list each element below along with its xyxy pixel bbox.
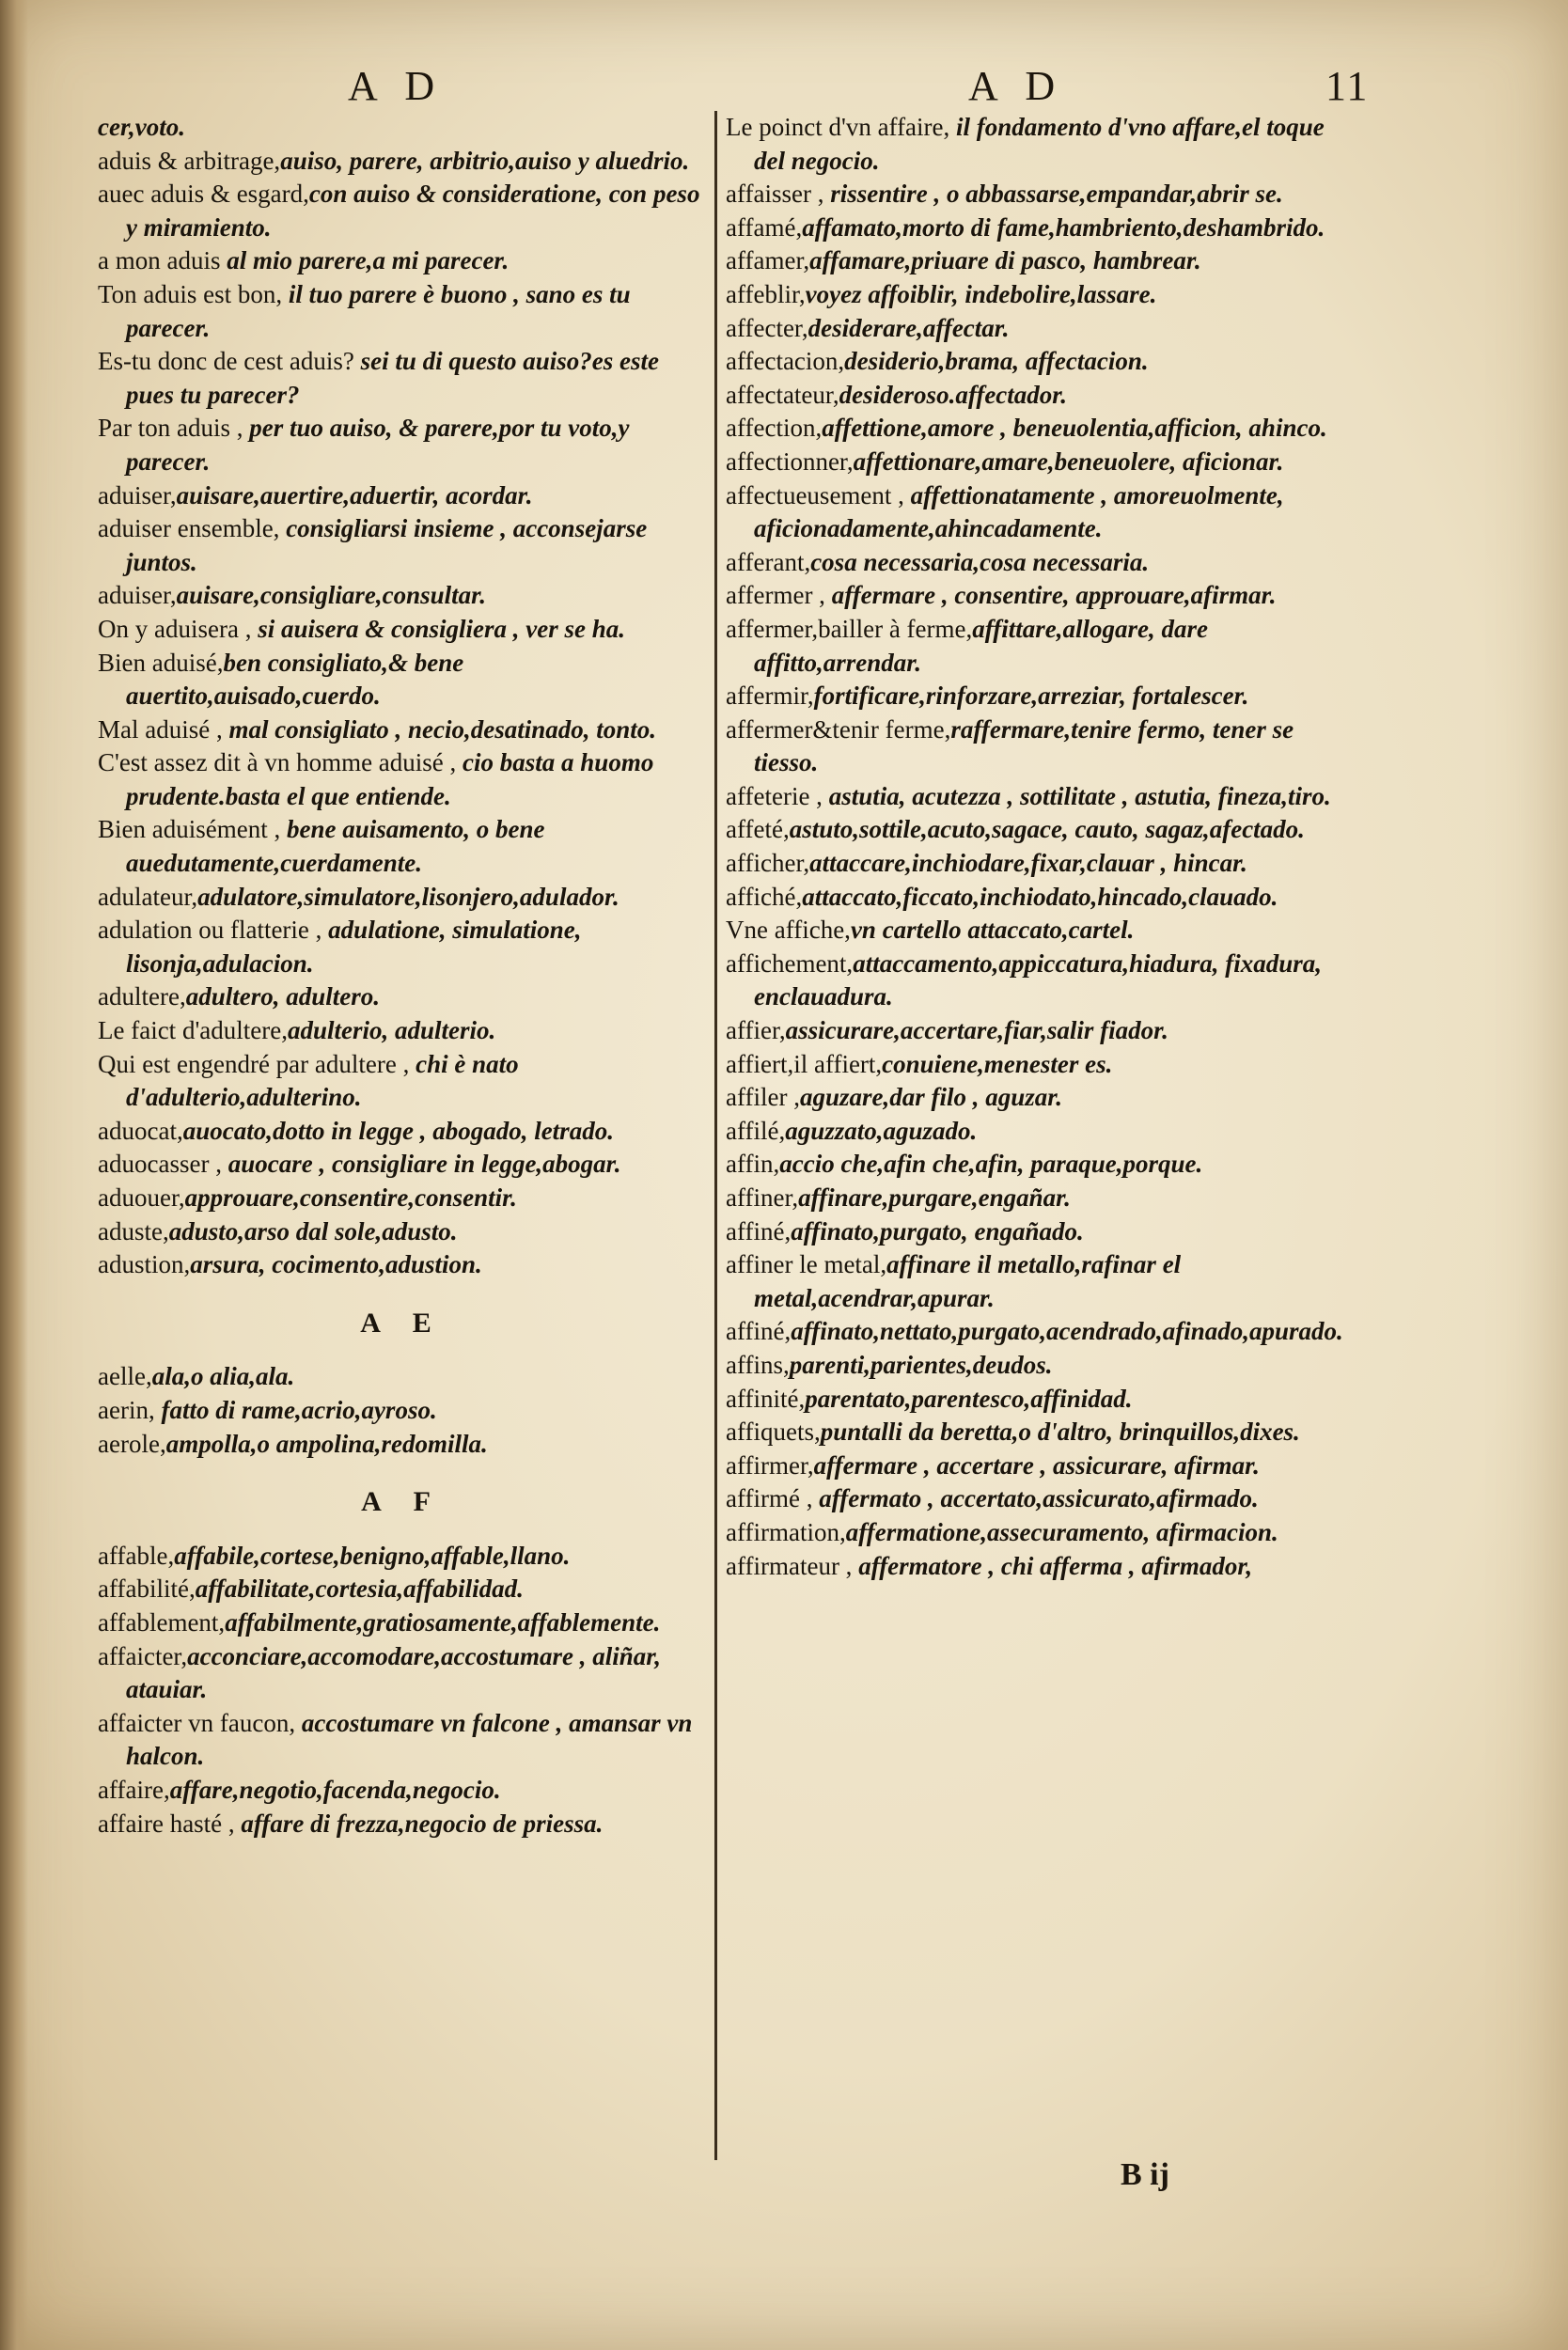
dictionary-entry bbox=[726, 881, 1337, 915]
dictionary-entry bbox=[98, 1248, 707, 1282]
dictionary-entry bbox=[98, 881, 707, 915]
entry-headword: affiché, bbox=[726, 882, 803, 911]
entry-translations: affettione,amore , beneuolentia,afficion, ahinco. bbox=[822, 414, 1327, 443]
entry-translations: affettionare,amare,beneuolere, aficionar. bbox=[853, 446, 1284, 476]
dictionary-entry bbox=[726, 1349, 1337, 1383]
dictionary-entry bbox=[98, 1606, 707, 1640]
dictionary-entry bbox=[726, 1516, 1337, 1550]
dictionary-entry bbox=[98, 111, 707, 145]
entry-translations: adusto,arso dal sole,adusto. bbox=[168, 1216, 458, 1246]
entry-headword: aduocasser , bbox=[98, 1150, 228, 1179]
dictionary-entry bbox=[726, 1014, 1337, 1048]
entry-headword: aerin, bbox=[98, 1395, 162, 1424]
entry-translations: voyez affoiblir, indebolire,lassare. bbox=[805, 279, 1157, 308]
entry-headword: Le poinct d'vn affaire, bbox=[726, 113, 957, 141]
dictionary-entry bbox=[726, 479, 1337, 546]
entry-translations: desideroso.affectador. bbox=[839, 380, 1068, 409]
entry-headword: affaisser , bbox=[726, 180, 831, 209]
dictionary-entry bbox=[98, 512, 707, 579]
dictionary-entry bbox=[98, 579, 707, 613]
entry-headword: affirmation, bbox=[726, 1517, 846, 1546]
entry-translations: ala,o alia,ala. bbox=[151, 1362, 295, 1391]
entry-translations: il tuo parere è buono , sano es tu parecer. bbox=[126, 279, 631, 342]
entry-headword: auec aduis & esgard, bbox=[98, 180, 309, 209]
entry-headword: adulation ou flatterie , bbox=[98, 916, 329, 945]
entry-translations: cer,voto. bbox=[98, 113, 185, 141]
entry-translations: affermatore , chi afferma , afirmador, bbox=[858, 1551, 1253, 1580]
entry-headword: Ton aduis est bon, bbox=[98, 279, 289, 308]
entry-headword: aduouer, bbox=[98, 1183, 185, 1212]
entry-translations: adultero, adultero. bbox=[185, 982, 380, 1011]
dictionary-entry bbox=[98, 1707, 707, 1774]
dictionary-entry bbox=[726, 546, 1337, 580]
entry-headword: affermir, bbox=[726, 682, 814, 711]
page-fold-shadow bbox=[0, 0, 28, 2350]
left-running-header: A D bbox=[348, 63, 445, 109]
entry-headword: affecter, bbox=[726, 313, 808, 342]
dictionary-entry bbox=[726, 780, 1337, 814]
dictionary-entry bbox=[726, 1048, 1337, 1082]
entry-headword: affiné, bbox=[726, 1317, 792, 1346]
entry-headword: affectacion, bbox=[726, 347, 845, 376]
dictionary-entry bbox=[726, 613, 1337, 680]
entry-headword: adultere, bbox=[98, 982, 186, 1011]
entry-translations: affinato,purgato, engañado. bbox=[791, 1216, 1084, 1246]
dictionary-entry bbox=[726, 1315, 1343, 1349]
entry-headword: affilé, bbox=[726, 1116, 786, 1145]
entry-translations: auisare,auertire,aduertir, acordar. bbox=[176, 480, 533, 509]
dictionary-entry bbox=[726, 1449, 1337, 1483]
entry-translations: si auisera & consigliera , ver se ha. bbox=[258, 614, 625, 643]
entry-translations: con auiso & consideratione, con peso y miramiento. bbox=[126, 180, 700, 242]
entry-headword: Le faict d'adultere, bbox=[98, 1016, 288, 1045]
entry-translations: acconciare,accomodare,accostumare , aliñar, atauiar. bbox=[126, 1641, 662, 1704]
entry-headword: C'est assez dit à vn homme aduisé , bbox=[98, 748, 463, 777]
entry-headword: affiné, bbox=[726, 1216, 792, 1246]
dictionary-entry bbox=[726, 847, 1337, 881]
dictionary-entry bbox=[726, 1182, 1337, 1215]
entry-headword: Bien aduisé, bbox=[98, 648, 224, 677]
entry-headword: a mon aduis bbox=[98, 246, 227, 275]
dictionary-entry bbox=[98, 1215, 707, 1249]
dictionary-entry bbox=[726, 914, 1337, 948]
entry-translations: affabile,cortese,benigno,affable,llano. bbox=[174, 1541, 571, 1570]
entry-translations: parenti,parientes,deudos. bbox=[789, 1350, 1053, 1379]
entry-headword: affeblir, bbox=[726, 279, 806, 308]
dictionary-entry bbox=[726, 813, 1337, 847]
dictionary-entry bbox=[726, 1081, 1337, 1115]
dictionary-entry bbox=[98, 1774, 707, 1808]
entry-translations: attaccato,ficcato,inchiodato,hincado,clauado. bbox=[802, 882, 1278, 911]
left-column bbox=[98, 111, 707, 1841]
entry-translations: attaccare,inchiodare,fixar,clauar , hincar. bbox=[809, 849, 1247, 878]
entry-headword: affirmé , bbox=[726, 1484, 820, 1513]
dictionary-entry bbox=[726, 1215, 1337, 1249]
entry-translations: auisare,consigliare,consultar. bbox=[176, 581, 486, 610]
entry-headword: affeté, bbox=[726, 815, 790, 844]
dictionary-entry bbox=[726, 278, 1337, 312]
dictionary-entry bbox=[98, 1540, 707, 1574]
entry-translations: ampolla,o ampolina,redomilla. bbox=[165, 1429, 488, 1458]
entry-headword: affiler , bbox=[726, 1083, 800, 1112]
dictionary-entry bbox=[726, 1115, 1337, 1149]
entry-headword: affin, bbox=[726, 1150, 780, 1179]
entry-translations: puntalli da beretta,o d'altro, brinquillos,dixes. bbox=[820, 1418, 1300, 1447]
entry-headword: affirmer, bbox=[726, 1450, 814, 1480]
dictionary-entry bbox=[98, 178, 707, 244]
entry-translations: affabilitate,cortesia,affabilidad. bbox=[195, 1574, 524, 1604]
entry-headword: affectateur, bbox=[726, 380, 839, 409]
entry-translations: affinato,nettato,purgato,acendrado,afinado,apurado. bbox=[791, 1317, 1343, 1346]
entry-translations: affinare,purgare,engañar. bbox=[798, 1183, 1071, 1212]
entry-headword: aduis & arbitrage, bbox=[98, 146, 281, 175]
dictionary-entry bbox=[98, 145, 707, 179]
entry-translations: affare,negotio,facenda,negocio. bbox=[169, 1775, 501, 1804]
entry-headword: affectueusement , bbox=[726, 480, 911, 509]
entry-translations: raffermare,tenire fermo, tener se tiesso. bbox=[754, 714, 1294, 777]
dictionary-entry bbox=[726, 1383, 1337, 1417]
entry-translations: consigliarsi insieme , acconsejarse juntos. bbox=[126, 514, 648, 576]
dictionary-entry bbox=[726, 379, 1337, 413]
entry-translations: affittare,allogare, dare affitto,arrendar. bbox=[754, 614, 1208, 677]
entry-translations: affamato,morto di fame,hambriento,deshambrido. bbox=[802, 212, 1325, 242]
dictionary-entry bbox=[98, 278, 707, 345]
dictionary-entry bbox=[98, 613, 707, 647]
entry-headword: On y aduisera , bbox=[98, 614, 259, 643]
entry-translations: cosa necessaria,cosa necessaria. bbox=[810, 547, 1150, 576]
entry-translations: accostumare vn falcone , amansar vn halcon. bbox=[126, 1708, 693, 1771]
entry-translations: affermatione,assecuramento, afirmacion. bbox=[845, 1517, 1278, 1546]
entry-translations: assicurare,accertare,fiar,salir fiador. bbox=[785, 1016, 1168, 1045]
dictionary-entry bbox=[726, 713, 1337, 780]
entry-translations: affare di frezza,negocio de priessa. bbox=[241, 1809, 604, 1838]
dictionary-entry bbox=[726, 1550, 1337, 1584]
dictionary-entry bbox=[98, 412, 707, 478]
dictionary-entry bbox=[726, 312, 1337, 346]
dictionary-entry bbox=[98, 813, 707, 880]
dictionary-entry bbox=[98, 1360, 707, 1394]
entry-translations: adulatione, simulatione, lisonja,adulacion. bbox=[126, 916, 582, 978]
entry-translations: aguzare,dar filo , aguzar. bbox=[799, 1083, 1063, 1112]
entry-translations: bene auisamento, o bene auedutamente,cuerdamente. bbox=[126, 815, 545, 878]
dictionary-entry bbox=[726, 446, 1337, 479]
entry-translations: cio basta a huomo prudente.basta el que entiende. bbox=[126, 748, 654, 810]
right-running-header: A D bbox=[968, 63, 1065, 109]
entry-headword: affichement, bbox=[726, 948, 854, 978]
entry-headword: affable, bbox=[98, 1541, 175, 1570]
entry-headword: Par ton aduis , bbox=[98, 414, 250, 443]
entry-translations: desiderare,affectar. bbox=[808, 313, 1010, 342]
entry-translations: astutia, acutezza , sottilitate , astutia, fineza,tiro. bbox=[828, 781, 1331, 810]
entry-headword: affiquets, bbox=[726, 1418, 821, 1447]
entry-headword: Vne affiche, bbox=[726, 916, 851, 945]
entry-translations: fatto di rame,acrio,ayroso. bbox=[161, 1395, 437, 1424]
dictionary-entry bbox=[726, 579, 1337, 613]
entry-translations: adulterio, adulterio. bbox=[288, 1016, 496, 1045]
entry-headword: affermer , bbox=[726, 581, 832, 610]
entry-translations: accio che,afin che,afin, paraque,porque. bbox=[779, 1150, 1203, 1179]
entry-headword: affiert,il affiert, bbox=[726, 1049, 883, 1078]
entry-translations: affettionatamente , amoreuolmente, aficionadamente,ahincadamente. bbox=[754, 480, 1284, 543]
entry-headword: affeterie , bbox=[726, 781, 829, 810]
signature-mark: B ij bbox=[1121, 2157, 1169, 2192]
entry-headword: affirmateur , bbox=[726, 1551, 859, 1580]
entry-headword: affiner, bbox=[726, 1183, 799, 1212]
entry-translations: auocato,dotto in legge , abogado, letrado. bbox=[182, 1116, 614, 1145]
entry-translations: affabilmente,gratiosamente,affablemente. bbox=[225, 1607, 661, 1637]
section-heading: A E bbox=[360, 1307, 445, 1339]
dictionary-entry bbox=[98, 647, 707, 713]
entry-translations: approuare,consentire,consentir. bbox=[184, 1183, 517, 1212]
dictionary-entry bbox=[98, 980, 707, 1014]
dictionary-entry bbox=[98, 345, 707, 412]
entry-headword: affectionner, bbox=[726, 446, 854, 476]
dictionary-entry bbox=[726, 345, 1337, 379]
entry-headword: aduiser, bbox=[98, 581, 177, 610]
entry-headword: aduiser, bbox=[98, 480, 177, 509]
entry-translations: conuiene,menester es. bbox=[882, 1049, 1113, 1078]
dictionary-entry bbox=[726, 178, 1337, 212]
entry-translations: ben consigliato,& bene auertito,auisado,cuerdo. bbox=[126, 648, 464, 711]
entry-headword: adustion, bbox=[98, 1250, 191, 1279]
entry-headword: affabilité, bbox=[98, 1574, 196, 1604]
entry-headword: affier, bbox=[726, 1016, 786, 1045]
dictionary-entry bbox=[726, 680, 1337, 713]
entry-headword: Qui est engendré par adultere , bbox=[98, 1049, 416, 1078]
dictionary-entry bbox=[726, 111, 1337, 178]
entry-translations: il fondamento d'vno affare,el toque del negocio. bbox=[754, 113, 1325, 175]
dictionary-entry bbox=[726, 1482, 1337, 1516]
dictionary-entry bbox=[98, 746, 707, 813]
dictionary-entry bbox=[98, 1014, 707, 1048]
entry-headword: Mal aduisé , bbox=[98, 714, 229, 744]
entry-headword: aelle, bbox=[98, 1362, 152, 1391]
column-divider bbox=[714, 111, 717, 2160]
dictionary-entry bbox=[98, 1148, 707, 1182]
entry-translations: chi è nato d'adulterio,adulterino. bbox=[126, 1049, 519, 1112]
dictionary-entry bbox=[98, 1428, 707, 1462]
folio-number: 11 bbox=[1325, 63, 1370, 109]
entry-translations: parentato,parentesco,affinidad. bbox=[805, 1384, 1133, 1413]
entry-translations: affermare , accertare , assicurare, afirmar. bbox=[813, 1450, 1260, 1480]
dictionary-entry bbox=[726, 212, 1337, 245]
entry-translations: vn cartello attaccato,cartel. bbox=[850, 916, 1135, 945]
entry-translations: arsura, cocimento,adustion. bbox=[190, 1250, 482, 1279]
dictionary-entry bbox=[98, 1048, 707, 1115]
entry-translations: affermare , consentire, approuare,afirmar. bbox=[831, 581, 1277, 610]
entry-headword: affins, bbox=[726, 1350, 790, 1379]
entry-translations: affamare,priuare di pasco, hambrear. bbox=[809, 246, 1201, 275]
entry-headword: affermer,bailler à ferme, bbox=[726, 614, 973, 643]
entry-headword: Bien aduisément , bbox=[98, 815, 287, 844]
dictionary-entry bbox=[98, 1394, 707, 1428]
dictionary-entry bbox=[726, 1416, 1337, 1449]
entry-headword: adulateur, bbox=[98, 882, 198, 911]
entry-headword: aduste, bbox=[98, 1216, 169, 1246]
right-column bbox=[726, 111, 1343, 1583]
entry-translations: al mio parere,a mi parecer. bbox=[227, 246, 510, 275]
entry-headword: aduiser ensemble, bbox=[98, 514, 287, 543]
entry-headword: affaicter, bbox=[98, 1641, 188, 1670]
dictionary-entry bbox=[726, 948, 1337, 1014]
entry-translations: attaccamento,appiccatura,hiadura, fixadura, enclauadura. bbox=[754, 948, 1322, 1011]
entry-headword: affamé, bbox=[726, 212, 803, 242]
entry-translations: sei tu di questo auiso?es este pues tu parecer? bbox=[126, 347, 659, 409]
section-heading: A F bbox=[361, 1486, 444, 1518]
entry-translations: rissentire , o abbassarse,empandar,abrir se. bbox=[830, 180, 1283, 209]
entry-headword: affaicter vn faucon, bbox=[98, 1708, 302, 1737]
entry-headword: afferant, bbox=[726, 547, 811, 576]
dictionary-entry bbox=[726, 1248, 1337, 1315]
entry-translations: desiderio,brama, affectacion. bbox=[844, 347, 1149, 376]
entry-translations: auiso, parere, arbitrio,auiso y aluedrio. bbox=[280, 146, 690, 175]
dictionary-entry bbox=[726, 412, 1337, 446]
dictionary-entry bbox=[98, 244, 707, 278]
entry-headword: aerole, bbox=[98, 1429, 166, 1458]
dictionary-entry bbox=[98, 479, 707, 513]
dictionary-entry bbox=[726, 1148, 1337, 1182]
entry-headword: affaire, bbox=[98, 1775, 170, 1804]
entry-translations: aguzzato,aguzado. bbox=[785, 1116, 978, 1145]
entry-headword: aduocat, bbox=[98, 1116, 183, 1145]
entry-headword: afficher, bbox=[726, 849, 810, 878]
entry-headword: affiner le metal, bbox=[726, 1250, 887, 1279]
entry-translations: affinare il metallo,rafinar el metal,acendrar,apurar. bbox=[754, 1250, 1182, 1312]
entry-headword: affection, bbox=[726, 414, 823, 443]
dictionary-entry bbox=[98, 1115, 707, 1149]
dictionary-entry bbox=[726, 244, 1337, 278]
entry-headword: affinité, bbox=[726, 1384, 806, 1413]
dictionary-entry bbox=[98, 1182, 707, 1215]
dictionary-entry bbox=[98, 1808, 707, 1841]
dictionary-entry bbox=[98, 914, 707, 980]
entry-headword: affablement, bbox=[98, 1607, 226, 1637]
entry-translations: fortificare,rinforzare,arreziar, fortalescer. bbox=[813, 682, 1249, 711]
entry-headword: Es-tu donc de cest aduis? bbox=[98, 347, 361, 376]
entry-translations: affermato , accertato,assicurato,afirmado. bbox=[819, 1484, 1259, 1513]
dictionary-entry bbox=[98, 713, 707, 747]
entry-translations: mal consigliato , necio,desatinado, tonto. bbox=[228, 714, 657, 744]
entry-headword: affaire hasté , bbox=[98, 1809, 242, 1838]
entry-translations: astuto,sottile,acuto,sagace, cauto, sagaz,afectado. bbox=[789, 815, 1305, 844]
entry-translations: auocare , consigliare in legge,abogar. bbox=[227, 1150, 621, 1179]
entry-headword: affamer, bbox=[726, 246, 810, 275]
dictionary-entry bbox=[98, 1573, 707, 1606]
entry-translations: adulatore,simulatore,lisonjero,adulador. bbox=[197, 882, 619, 911]
entry-headword: affermer&tenir ferme, bbox=[726, 714, 951, 744]
dictionary-entry bbox=[98, 1640, 707, 1707]
entry-translations: per tuo auiso, & parere,por tu voto,y parecer. bbox=[126, 414, 630, 476]
